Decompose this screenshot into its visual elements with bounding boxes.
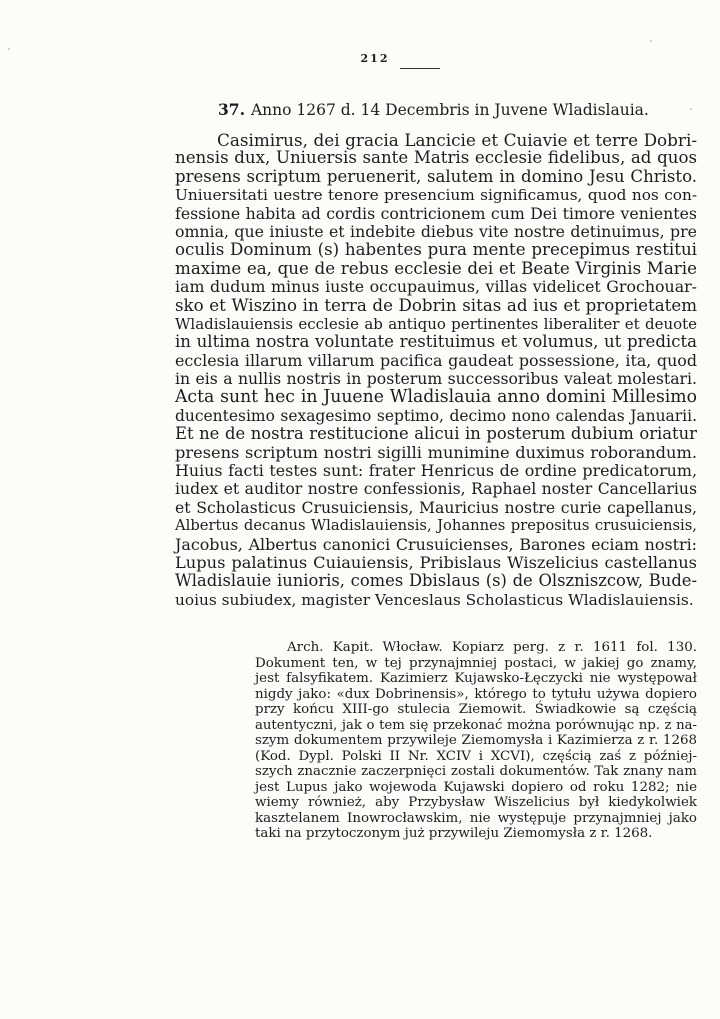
note-line: przy końcu XIII-go stulecia Ziemowit. Świadkowie są częścią	[255, 702, 697, 717]
editorial-note	[255, 640, 697, 842]
charter-line: Acta sunt hec in Juuene Wladislauia anno domini Millesimo	[175, 387, 697, 408]
note-line: Arch. Kapit. Włocław. Kopiarz perg. z r. 1611 fol. 130.	[287, 640, 697, 655]
charter-line: in ultima nostra voluntate restituimus et volumus, ut predicta	[175, 332, 697, 352]
charter-line: sko et Wiszino in terra de Dobrin sitas ad ius et proprietatem	[175, 295, 697, 315]
charter-line: Wladislauie iunioris, comes Dbislaus (s) de Olszniszcow, Bude-	[175, 571, 697, 591]
note-line: kasztelanem Inowrocławskim, nie występuje przynajmniej jako	[255, 810, 697, 826]
note-line: (Kod. Dypl. Polski II Nr. XCIV i XCVI), częścią zaś z później-	[255, 748, 697, 764]
charter-line: Casimirus, dei gracia Lancicie et Cuiavie et terre Dobri-	[217, 130, 697, 150]
charter-line: ducentesimo sexagesimo septimo, decimo nono calendas Januarii.	[175, 406, 697, 425]
note-line: szym dokumentem przywileje Ziemomysła i Kazimierza z r. 1268	[255, 733, 697, 748]
charter-line: et Scholasticus Crusuiciensis, Mauricius nostre curie capellanus,	[175, 497, 697, 517]
paper-speck	[650, 40, 652, 42]
note-line: taki na przytoczonym już przywileju Ziemomysła z r. 1268.	[255, 826, 653, 841]
paper-speck	[690, 108, 692, 110]
charter-line: presens scriptum peruenerit, salutem in domino Jesu Christo.	[175, 166, 697, 186]
charter-line: Lupus palatinus Cuiauiensis, Pribislaus Wiszelicius castellanus	[175, 552, 697, 572]
charter-line: nensis dux, Uniuersis sante Matris ecclesie fidelibus, ad quos	[175, 148, 697, 168]
charter-line: Uniuersitati uestre tenore presencium significamus, quod nos con-	[175, 186, 697, 205]
note-line: nigdy jako: «dux Dobrinensis», którego to tytułu używa dopiero	[255, 686, 697, 702]
charter-line: iudex et auditor nostre confessionis, Raphael noster Cancellarius	[175, 479, 697, 499]
page-number: 212	[360, 52, 390, 65]
charter-line: Huius facti testes sunt: frater Henricus de ordine predicatorum,	[175, 461, 697, 481]
page-number-rule	[400, 68, 440, 69]
charter-line: uoius subiudex, magister Venceslaus Scholasticus Wladislauiensis.	[175, 590, 694, 609]
charter-line: presens scriptum nostri sigilli munimine duximus roborandum.	[175, 442, 697, 462]
note-line: Dokument ten, w tej przynajmniej postaci, w jakiej go znamy,	[255, 655, 697, 671]
charter-line: Et ne de nostra restitucione alicui in posterum dubium oriatur	[175, 424, 697, 444]
charter-line: Wladislauiensis ecclesie ab antiquo pertinentes liberaliter et deuote	[175, 314, 697, 333]
charter-line: omnia, que iniuste et indebite diebus vite nostre detinuimus, pre	[175, 221, 697, 241]
charter-line: in eis a nullis nostris in posterum successoribus valeat molestari.	[175, 369, 697, 389]
document-number: 37.	[218, 100, 245, 119]
charter-line: ecclesia illarum villarum pacifica gaudeat possessione, ita, quod	[175, 350, 697, 370]
charter-line: fessione habita ad cordis contricionem cum Dei timore venientes	[175, 203, 697, 223]
note-line: jest Lupus jako wojewoda Kujawski dopiero od roku 1282; nie	[255, 779, 697, 795]
document-heading	[218, 100, 688, 119]
note-line: autentyczni, jak o tem się przekonać można porównując np. z na-	[255, 717, 697, 733]
charter-line: iam dudum minus iuste occupauimus, villas videlicet Grochouar-	[175, 277, 697, 297]
note-line: jest falsyfikatem. Kazimierz Kujawsko-Łęczycki nie występował	[255, 671, 697, 686]
charter-text	[175, 131, 697, 609]
paper-speck	[8, 48, 10, 50]
note-line: szych znacznie zaczerpnięci zostali dokumentów. Tak znany nam	[255, 764, 697, 779]
charter-line: oculis Dominum (s) habentes pura mente precepimus restitui	[175, 240, 697, 260]
charter-line: Albertus decanus Wladislauiensis, Johannes prepositus crusuiciensis,	[175, 517, 697, 535]
charter-line: maxime ea, que de rebus ecclesie dei et Beate Virginis Marie	[175, 258, 697, 278]
document-date-place: Anno 1267 d. 14 Decembris in Juvene Wladislauia.	[250, 101, 649, 119]
charter-line: Jacobus, Albertus canonici Crusuicienses, Barones eciam nostri:	[175, 534, 697, 554]
note-line: wiemy również, aby Przybysław Wiszelicius był kiedykolwiek	[255, 795, 697, 810]
